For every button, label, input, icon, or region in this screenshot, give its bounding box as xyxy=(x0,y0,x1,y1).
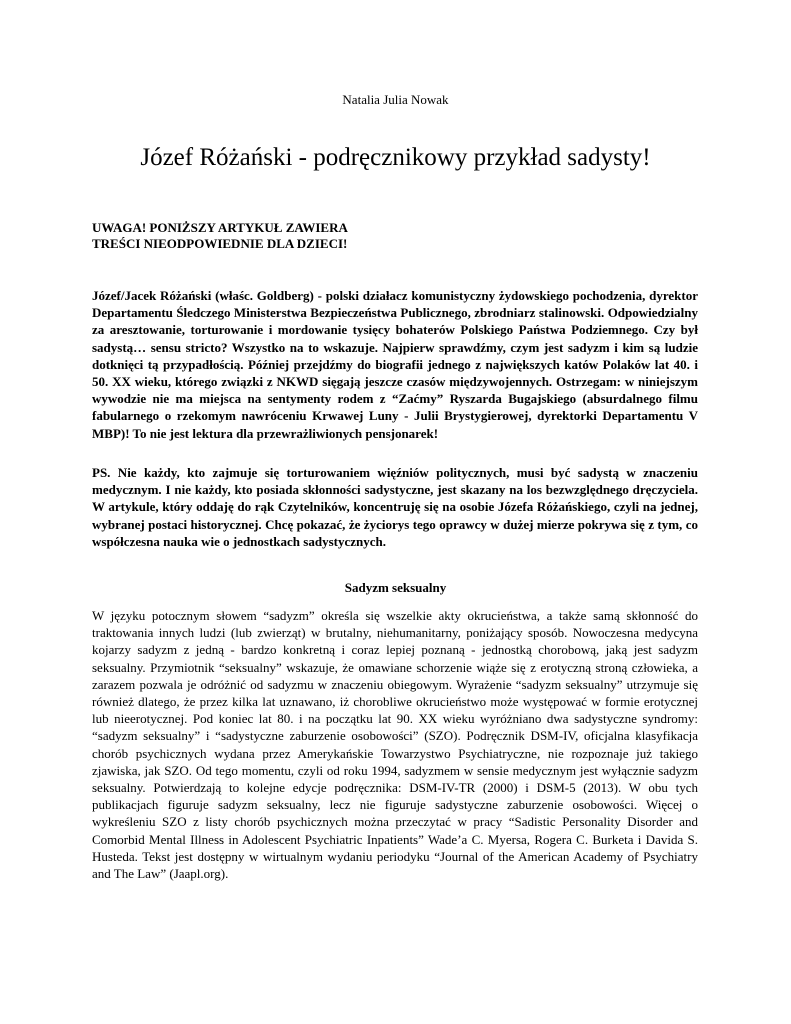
content-warning xyxy=(92,220,492,252)
postscript-paragraph: PS. Nie każdy, kto zajmuje się torturowaniem więźniów politycznych, musi być sadystą w znaczeniu medycznym. I nie każdy, kto posiada skłonności sadystyczne, jest skazany na los bezwzględnego dręczyciela. W artykule, który oddaję do rąk Czytelników, koncentruję się na osobie Józefa Różańskiego, czyli na jednej, wybranej postaci historycznej. Chcę pokazać, że życiorys tego oprawcy w dużej mierze pokrywa się z tym, co współczesna nauka wie o jednostkach sadystycznych. xyxy=(92,465,698,549)
intro-paragraph: Józef/Jacek Różański (właśc. Goldberg) - polski działacz komunistyczny żydowskiego pochodzenia, dyrektor Departamentu Śledczego Ministerstwa Bezpieczeństwa Publicznego, zbrodniarz stalinowski. Odpowiedzialny za aresztowanie, torturowanie i mordowanie tysięcy bohaterów Polskiego Państwa Podziemnego. Czy był sadystą… sensu stricto? Wszystko na to wskazuje. Najpierw sprawdźmy, czym jest sadyzm i kim są ludzie dotknięci tą przypadłością. Później przejdźmy do biografii jednego z największych katów Polaków lat 40. i 50. XX wieku, którego związki z NKWD sięgają jeszcze czasów międzywojennych. Ostrzegam: w niniejszym wywodzie nie ma miejsca na sentymenty rodem z “Zaćmy” Ryszarda Bugajskiego (absurdalnego filmu fabularnego o rzekomym nawróceniu Krwawej Luny - Julii Brystygierowej, dyrektorki Departamentu V MBP)! To nie jest lektura dla przewrażliwionych pensjonarek! xyxy=(92,288,698,441)
section-heading: Sadyzm seksualny xyxy=(344,580,447,595)
section-body-paragraph: W języku potocznym słowem “sadyzm” określa się wszelkie akty okrucieństwa, a także samą skłonność do traktowania innych ludzi (lub zwierząt) w brutalny, niehumanitarny, poniżający sposób. Nowoczesna medycyna kojarzy sadyzm z jedną - bardzo konkretną i coraz lepiej poznaną - jednostką chorobową, jaką jest sadyzm seksualny. Przymiotnik “seksualny” wskazuje, że omawiane schorzenie wiąże się z erotyczną stroną człowieka, a zarazem pozwala je odróżnić od sadyzmu w znaczeniu obiegowym. Wyrażenie “sadyzm seksualny” utrzymuje się również dlatego, że przez kilka lat uznawano, iż chorobliwe okrucieństwo może występować w formie erotycznej lub nieerotycznej. Pod koniec lat 80. i na początku lat 90. XX wieku wyróżniano dwa sadystyczne syndromy: “sadyzm seksualny” i “sadystyczne zaburzenie osobowości” (SZO). Podręcznik DSM-IV, oficjalna klasyfikacja chorób psychicznych wydana przez Amerykańskie Towarzystwo Psychiatryczne, nie rozpoznaje już takiego zjawiska, jak SZO. Od tego momentu, czyli od roku 1994, sadyzmem w sensie medycznym jest wyłącznie sadyzm seksualny. Potwierdzają to kolejne edycje podręcznika: DSM-IV-TR (2000) i DSM-5 (2013). W obu tych publikacjach figuruje sadyzm seksualny, lecz nie figuruje sadystyczne zaburzenie osobowości. Więcej o wykreśleniu SZO z listy chorób psychicznych można przeczytać w pracy “Sadistic Personality Disorder and Comorbid Mental Illness in Adolescent Psychiatric Inpatients” Wade’a C. Myersa, Rogera C. Burketa i Davida S. Husteda. Tekst jest dostępny w wirtualnym wydaniu periodyku “Journal of the American Academy of Psychiatry and The Law” (Jaapl.org). xyxy=(92,608,698,882)
article-title: Józef Różański - podręcznikowy przykład sadysty! xyxy=(140,144,651,171)
content-warning-line-2: TREŚCI NIEODPOWIEDNIE DLA DZIECI! xyxy=(92,236,348,251)
content-warning-line-1: UWAGA! PONIŻSZY ARTYKUŁ ZAWIERA xyxy=(92,220,348,235)
author-name: Natalia Julia Nowak xyxy=(342,92,449,107)
